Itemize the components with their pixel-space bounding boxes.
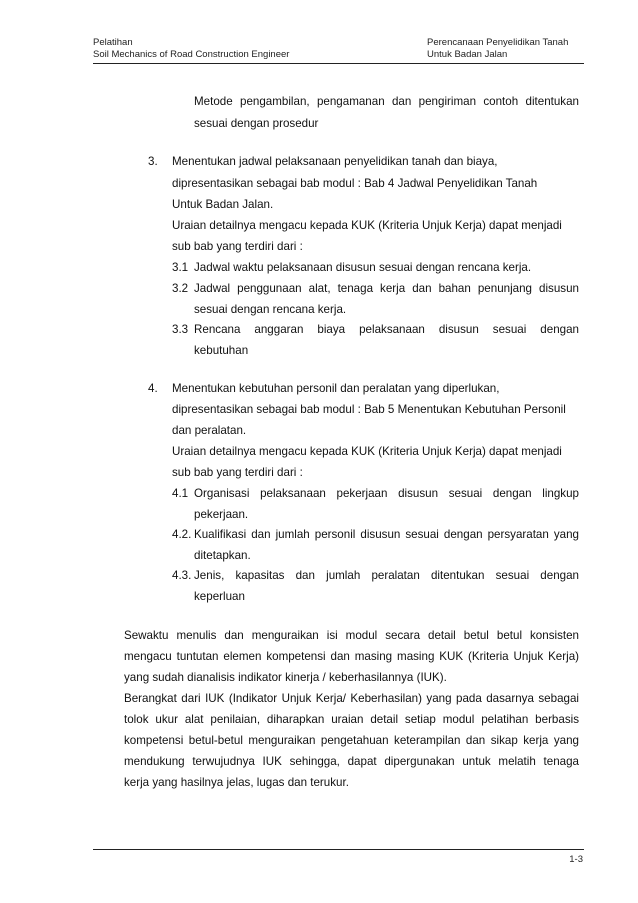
closing-line: mendukung terwujudnya IUK sehingga, dapat dipergunakan untuk melatih tenaga: [124, 755, 579, 768]
item-4-line-3: dan peralatan.: [172, 424, 247, 437]
item-4-line-2: dipresentasikan sebagai bab modul : Bab 5 Menentukan Kebutuhan Personil: [172, 403, 566, 416]
item-4-line-1: Menentukan kebutuhan personil dan peralatan yang diperlukan,: [172, 382, 500, 395]
sub-item-line: keperluan: [194, 590, 245, 603]
intro-line-1: Metode pengambilan, pengamanan dan pengiriman contoh ditentukan: [194, 95, 579, 108]
sub-item-number: 3.1: [172, 261, 189, 274]
item-3-line-4: Uraian detailnya mengacu kepada KUK (Kriteria Unjuk Kerja) dapat menjadi: [172, 219, 562, 232]
item-4-line-5: sub bab yang terdiri dari :: [172, 466, 303, 479]
item-3-line-5: sub bab yang terdiri dari :: [172, 240, 303, 253]
item-4-number: 4.: [148, 382, 158, 395]
intro-line-2: sesuai dengan prosedur: [194, 117, 319, 130]
closing-line: mengacu tuntutan elemen kompetensi dan masing masing KUK (Kriteria Unjuk Kerja): [124, 650, 579, 663]
closing-line: kerja yang hasilnya jelas, lugas dan terukur.: [124, 776, 349, 789]
header-module-title: Perencanaan Penyelidikan Tanah: [427, 37, 569, 48]
header-course-title: Soil Mechanics of Road Construction Engineer: [93, 49, 290, 60]
sub-item-number: 3.3: [172, 323, 189, 336]
sub-item-line: ditetapkan.: [194, 549, 251, 562]
item-3-number: 3.: [148, 155, 158, 168]
item-3-line-3: Untuk Badan Jalan.: [172, 198, 274, 211]
sub-item-line: Jenis, kapasitas dan jumlah peralatan ditentukan sesuai dengan: [194, 569, 579, 582]
sub-item-line: Organisasi pelaksanaan pekerjaan disusun sesuai dengan lingkup: [194, 487, 579, 500]
closing-line: Berangkat dari IUK (Indikator Unjuk Kerja/ Keberhasilan) yang pada dasarnya sebagai: [124, 692, 579, 705]
sub-item-line: Jadwal penggunaan alat, tenaga kerja dan bahan penunjang disusun: [194, 282, 579, 295]
item-4-line-4: Uraian detailnya mengacu kepada KUK (Kriteria Unjuk Kerja) dapat menjadi: [172, 445, 562, 458]
sub-item-number: 3.2: [172, 282, 189, 295]
sub-item-line: kebutuhan: [194, 344, 249, 357]
item-3-line-2: dipresentasikan sebagai bab modul : Bab 4 Jadwal Penyelidikan Tanah: [172, 177, 538, 190]
sub-item-number: 4.2.: [172, 528, 192, 541]
sub-item-line: sesuai dengan rencana kerja.: [194, 303, 347, 316]
header-left: [93, 37, 289, 61]
closing-line: kompetensi betul-betul menguraikan pengetahuan keterampilan dan sikap kerja yang: [124, 734, 579, 747]
sub-item-line: Jadwal waktu pelaksanaan disusun sesuai dengan rencana kerja.: [194, 261, 532, 274]
page-number: 1-3: [569, 854, 583, 865]
sub-item-line: pekerjaan.: [194, 508, 249, 521]
footer-rule: [93, 849, 584, 850]
sub-item-line: Kualifikasi dan jumlah personil disusun sesuai dengan persyaratan yang: [194, 528, 579, 541]
header-rule: [93, 63, 584, 64]
header-module-subtitle: Untuk Badan Jalan: [427, 49, 508, 60]
closing-line: Sewaktu menulis dan menguraikan isi modul secara detail betul betul konsisten: [124, 629, 579, 642]
header-right: [427, 37, 568, 61]
sub-item-number: 4.3.: [172, 569, 192, 582]
closing-line: tolok ukur alat penilaian, diharapkan uraian detail setiap modul pelatihan berbasis: [124, 713, 579, 726]
item-3-line-1: Menentukan jadwal pelaksanaan penyelidikan tanah dan biaya,: [172, 155, 498, 168]
sub-item-line: Rencana anggaran biaya pelaksanaan disusun sesuai dengan: [194, 323, 579, 336]
sub-item-number: 4.1: [172, 487, 189, 500]
closing-line: yang sudah dianalisis indikator kinerja / keberhasilannya (IUK).: [124, 671, 447, 684]
header-training-label: Pelatihan: [93, 37, 133, 48]
